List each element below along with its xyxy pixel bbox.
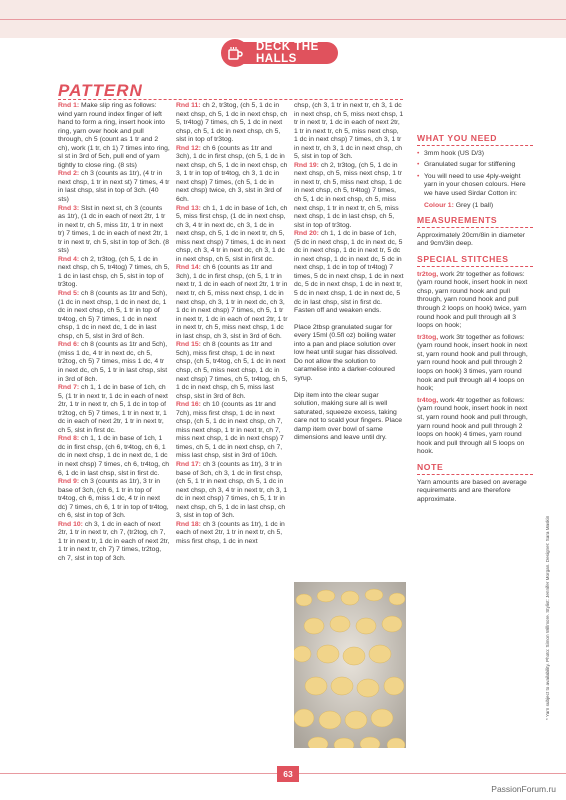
round-instructions: ch 8 (counts as 1tr and 5ch), (1 dc in next chsp, 1 dc in next dc, 1 dc in next chsp, ch 5, 1 tr in top of tr4tog, ch 5) 7 times, 1 dc in next chsp, 1 dc in next dc, 1 dc in last chsp, ch 5, slst in 3rd of 8ch. [58,290,168,340]
colour-line [417,202,533,211]
round-instructions: ch 8 (counts as 1tr and 5ch), miss first chsp, 1 dc in next chsp, (ch 5, tr4tog, ch 5, 1 dc in next chsp, ch 5, miss next chsp, 1 dc in next chsp) 7 times, ch 5, tr4tog, ch 5, 1 dc in next chsp, ch 5, miss last chsp, slst in 3rd of 8ch. [176,341,288,400]
pattern-paragraph [176,145,288,205]
round-instructions: ch 2, tr3tog, (ch 5, 1 dc in next chsp, ch 5, miss next chsp, 1 tr in next tr, ch 5, miss next chsp, 1 dc in next chsp, ch 5, tr4tog) 7 times, ch 5, 1 dc in next chsp, ch 5, miss next chsp, 1 tr in next tr, ch 5, miss next chsp, 1 dc in last chsp, ch 5, slst in top of tr3tog. [294,161,403,229]
heading-divider [58,99,403,100]
pattern-paragraph [176,102,288,145]
pattern-paragraph [294,102,404,162]
round-instructions: ch 10 (counts as 1tr and 7ch), miss first chsp, 1 dc in next chsp, (ch 5, 1 dc in next chsp, ch 7, miss next chsp, 1 tr in next tr, ch 7, miss next chsp, 1 dc in next chsp) 7 times, ch 5, 1 dc in next chsp, ch 7, miss last chsp, slst in 3rd of 10ch. [176,401,284,460]
page-number: 63 [277,766,299,782]
round-label: Rnd 14: [176,264,201,272]
round-instructions: Slst in next st, ch 3 (counts as 1tr), (1 dc in each of next 2tr, 1 tr in next tr, ch 5, miss 1tr, 1 tr in next tr) 7 times, 1 dc in each of next 2tr, 1 tr in next tr, ch 5, slst in top of 3ch. (8 sts) [58,204,170,255]
round-instructions: ch 2, tr3tog, (ch 5, 1 dc in next chsp, ch 5, tr4tog) 7 times, ch 5, 1 dc in last chsp, ch 5, slst in top of tr3tog. [58,255,170,289]
pattern-paragraph [176,341,288,401]
what-you-need-heading: WHAT YOU NEED [417,134,533,146]
round-label: Rnd 11: [176,102,201,109]
round-label: Rnd 17: [176,460,201,468]
pattern-paragraph [176,401,288,461]
round-instructions: ch 6 (counts as 1tr and 3ch), 1 dc in first chsp, (ch 5, 1 dc in next chsp, ch 5, 1 dc in next chsp, ch 3, 1 tr in top of tr4tog, ch 3, 1 dc in next chsp) 7 times, (ch 5, 1 dc in next chsp) twice, ch 3, slst in 3rd of 6ch. [176,144,288,204]
stitch-text: work 4tr together as follows: (yarn round hook, insert hook in next st, yarn round hook and pull through, yarn round hook and pull through 2 loops on hook) 4 times, yarn round hook and pull through all 5 loops on hook. [417,396,528,456]
mug-icon [221,39,249,67]
pattern-paragraph [58,102,170,170]
pattern-paragraph [58,435,170,478]
round-instructions: Place 2tbsp granulated sugar for every 15ml (0.5fl oz) boiling water into a pan and place solution over low heat until sugar has dissolved. Do not allow the solution to caramelise into a darker-coloured syrup. [294,323,398,382]
note-heading: NOTE [417,463,533,475]
round-label: Rnd 1: [58,102,80,109]
special-stitches-heading: SPECIAL STITCHES [417,255,533,267]
round-instructions: ch 3, 1 dc in each of next 2tr, 1 tr in next tr, ch 7, (tr2tog, ch 7, 1 tr in next tr, 1 dc in each of next 2tr, 1 tr in next tr, ch 7) 7 times, tr2tog, ch 7, slst in top of 3ch. [58,520,170,562]
pattern-column-3 [294,102,404,443]
list-item: • Granulated sugar for stiffening [417,161,533,170]
round-label: Rnd 15: [176,341,201,349]
stitch-definition [417,334,533,394]
round-label: Rnd 8: [58,435,80,443]
pattern-paragraph [58,521,170,564]
round-label: Rnd 16: [176,401,201,409]
pattern-paragraph [176,264,288,341]
pattern-paragraph [58,170,170,204]
round-label: Rnd 4: [58,255,80,263]
round-label: Rnd 9: [58,478,80,486]
round-instructions: ch 1, 1 dc in base of 1ch, ch 5, (1 tr in next tr, 1 dc in each of next 2tr, 1 tr in next tr, ch 5, 1 dc in top of tr2tog, ch 5) 7 times, 1 tr in next tr, 1 dc in each of next 2tr, 1 tr in next tr, ch 5, slst in first dc. [58,384,168,434]
round-instructions: ch 1, 1 dc in base of 1ch, ch 5, miss first chsp, (1 dc in next chsp, ch 3, 4 tr in next dc, ch 3, 1 dc in next chsp, ch 5, 1 dc in next tr, ch 5, miss next chsp) 7 times, 1 dc in next chsp, ch 3, 4 tr in next dc, ch 3, 1 dc in next chsp, ch 5, slst in first dc. [176,204,288,263]
round-instructions: ch 3 (counts as 1tr), (4 tr in next chsp, 1 tr in next st) 7 times, 4 tr in last chsp, slst in top of 3ch. (40 sts) [58,170,170,204]
stitch-text: work 2tr together as follows: (yarn round hook, insert hook in next chsp, yarn round hook and pull through, yarn round hook and pull through 2 loops on hook) twice, yarn round hook and pull through all 3 loops on hook; [417,270,528,330]
photo-credit: * Yarn subject to availability. Photo: Simon Willmore. Stylist: Jennifer Morgan. Designer: Sara Maskin [545,515,550,720]
pattern-paragraph [176,461,288,521]
stitch-abbrev: tr2tog, [417,270,439,278]
materials-list [417,150,533,199]
list-item: • You will need to use 4ply-weight yarn in your chosen colours. Here we have used Sirdar Cotton in: [417,173,533,199]
round-instructions: Make slip ring as follows: wind yarn round index finger of left hand to form a ring, insert hook into ring, yarn over hook and pull through, ch 5 (count as 1 tr and 2 ch), work (1 tr, ch 1) 7 times into ring, sl st in 3rd of 5ch, pull end of yarn tightly to close ring. (8 sts) [58,102,170,169]
crochet-bowl-photo [294,582,406,748]
round-instructions: ch 3 (counts as 1tr), 1 dc in each of next 2tr, 1 tr in next tr, ch 5, miss first chsp, 1 dc in next [176,520,285,545]
round-instructions: ch 2, tr3tog, (ch 5, 1 dc in next chsp, ch 5, 1 dc in next chsp, ch 5, tr4tog) 7 times, ch 5, 1 dc in next chsp, ch 5, 1 dc in next chsp, ch 5, slst in top of tr3tog. [176,102,288,144]
round-label: Rnd 19: [294,161,319,169]
round-instructions: ch 1, 1 dc in base of 1ch, 1 dc in first chsp, (ch 6, tr4tog, ch 6, 1 dc in next chsp, 1 dc in next dc, 1 dc in next chsp) 7 times, ch 6, tr4tog, ch 6, 1 dc in last chsp, slst in first dc. [58,435,170,477]
measurements-text: Approximately 20cm/8in in diameter and 9cm/3in deep. [417,231,526,248]
round-label: Rnd 6: [58,341,80,349]
round-label: Rnd 13: [176,204,201,212]
stitch-definition [417,397,533,457]
section-title: DECK THE HALLS [256,41,319,65]
round-label: Rnd 18: [176,520,201,528]
measurements-heading: MEASUREMENTS [417,216,533,228]
pattern-paragraph [294,230,404,315]
pattern-paragraph [58,205,170,256]
pattern-paragraph [294,162,404,230]
pattern-paragraph [58,256,170,290]
round-label: Rnd 2: [58,170,80,178]
round-instructions: ch 3 (counts as 1tr), 3 tr in base of 3ch, (ch 6, 1 tr in top of tr4tog, ch 6, miss 1 dc, 4 tr in next dc) 7 times, ch 6, 1 tr in top of tr4tog, ch 6, slst in top of 3ch. [58,478,169,520]
stitch-abbrev: tr3tog, [417,333,439,341]
stitch-abbrev: tr4tog, [417,396,439,404]
note-text: Yarn amounts are based on average requirements and are therefore approximate. [417,478,527,503]
pattern-paragraph [294,324,404,384]
round-instructions: chsp, (ch 3, 1 tr in next tr, ch 3, 1 dc in next chsp, ch 5, miss next chsp, 1 tr in next tr, 1 dc in each of next 2tr, 1 tr in next tr, ch 5, miss next chsp, 1 dc in next chsp) 7 times, ch 3, 1 tr in next tr, ch 3, 1 dc in next chsp, ch 5, slst in top of 3ch. [294,102,404,161]
materials-sidebar [417,134,533,510]
round-instructions: ch 1, 1 dc in base of 1ch, (5 dc in next chsp, 1 dc in next dc, 5 dc in next chsp, 1 dc in next tr, 5 dc in next chsp, 1 dc in next dc, 5 dc in next chsp, 1 dc in top of tr4tog) 7 times, 5 dc in next chsp, 1 dc in next dc, 5 dc in next chsp, 1 dc in next tr, 5 dc in next chsp, 1 dc in next dc, 5 dc in last chsp, slst in first dc. Fasten off and weaken ends. [294,230,404,315]
list-item: • 3mm hook (US D/3) [417,150,533,159]
round-label: Rnd 12: [176,144,201,152]
round-instructions: Dip item into the clear sugar solution, making sure all is well saturated, squeeze excess, taking care not to scald your fingers. Place damp item over bowl of same dimensions and leave until dry. [294,391,403,442]
round-instructions: ch 8 (counts as 1tr and 5ch), (miss 1 dc, 4 tr in next dc, ch 5, tr2tog, ch 5) 7 times, miss 1 dc, 4 tr in next dc, ch 5, 1 tr in last chsp, slst in 3rd of 8ch. [58,341,168,383]
colour-label: Colour 1: [424,201,454,209]
pattern-paragraph [294,392,404,443]
round-label: Rnd 5: [58,290,80,298]
header-stripe [0,0,566,38]
pattern-paragraph [58,478,170,521]
round-label: Rnd 3: [58,204,80,212]
pattern-paragraph [58,290,170,341]
pattern-paragraph [176,521,288,547]
stitch-text: work 3tr together as follows: (yarn round hook, insert hook in next st, yarn round hook and pull through, yarn round hook and pull through 2 loops on hook) 3 times, yarn round hook and pull through all 4 loops on hook; [417,333,528,393]
round-label: Rnd 10: [58,520,83,528]
footer-watermark: PassionForum.ru [491,784,556,794]
pattern-paragraph [58,341,170,384]
section-banner [238,42,338,64]
pattern-column-1 [58,102,170,564]
colour-value: Grey (1 ball) [453,201,494,209]
round-instructions: ch 6 (counts as 1tr and 3ch), 1 dc in first chsp, (ch 5, 1 tr in next tr, 1 dc in each of next 2tr, 1 tr in next tr, ch 5, miss next chsp, 1 dc in next chsp, ch 3, 1 tr in next dc, ch 3, 1 dc in next chsp) 7 times, ch 5, 1 tr in next tr, 1 dc in each of next 2tr, 1 tr in next tr, ch 5, miss next chsp, 1 dc in last chsp, ch 3, slst in 3rd of 6ch. [176,264,288,340]
pattern-paragraph [176,205,288,265]
round-label: Rnd 20: [294,230,319,238]
pattern-paragraph [58,384,170,435]
stitch-definition [417,271,533,331]
round-instructions: ch 3 (counts as 1tr), 3 tr in base of 3ch, ch 3, 1 dc in first chsp, (ch 5, 1 tr in next chsp, ch 5, 1 dc in next chsp, ch 3, 4 tr in next tr, ch 3, 1 dc in next chsp) 7 times, ch 5, 1 tr in next chsp, ch 5, 1 dc in last chsp, ch 3, slst in top of 3ch. [176,460,288,520]
round-label: Rnd 7: [58,384,80,392]
pattern-heading: PATTERN [58,81,143,100]
pattern-column-2 [176,102,288,546]
